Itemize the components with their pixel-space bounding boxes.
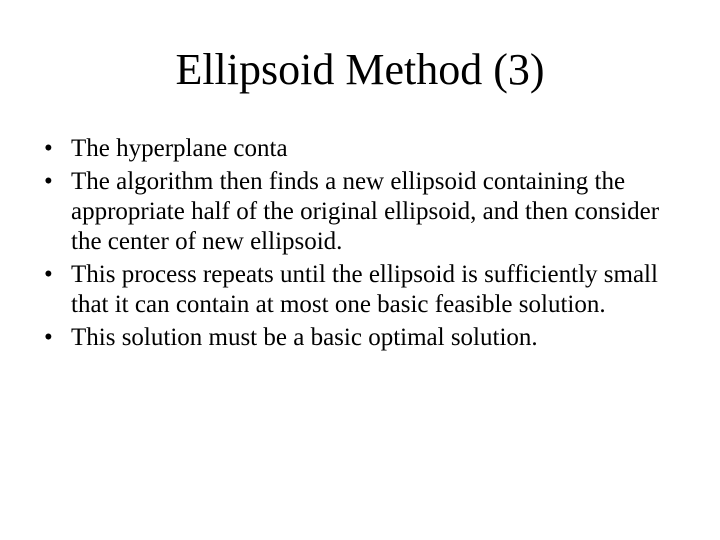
list-item	[44, 323, 684, 353]
bullet-dot-icon: •	[44, 261, 53, 288]
slide-title: Ellipsoid Method (3)	[175, 45, 545, 94]
bullet-dot-icon: •	[44, 135, 53, 162]
bullet-text: This solution must be a basic optimal solution.	[71, 324, 538, 351]
bullet-text: The algorithm then finds a new ellipsoid containing the appropriate half of the original ellipsoid, and then consider the center of new ellipsoid.	[71, 168, 660, 255]
bullet-text: This process repeats until the ellipsoid is sufficiently small that it can contain at most one basic feasible solution.	[71, 261, 658, 318]
list-item	[44, 167, 684, 257]
bullet-dot-icon: •	[44, 168, 53, 195]
bullet-dot-icon: •	[44, 324, 53, 351]
list-item	[44, 134, 684, 164]
list-item	[44, 260, 684, 320]
bullet-list	[44, 134, 684, 356]
bullet-text: The hyperplane conta	[71, 135, 288, 162]
